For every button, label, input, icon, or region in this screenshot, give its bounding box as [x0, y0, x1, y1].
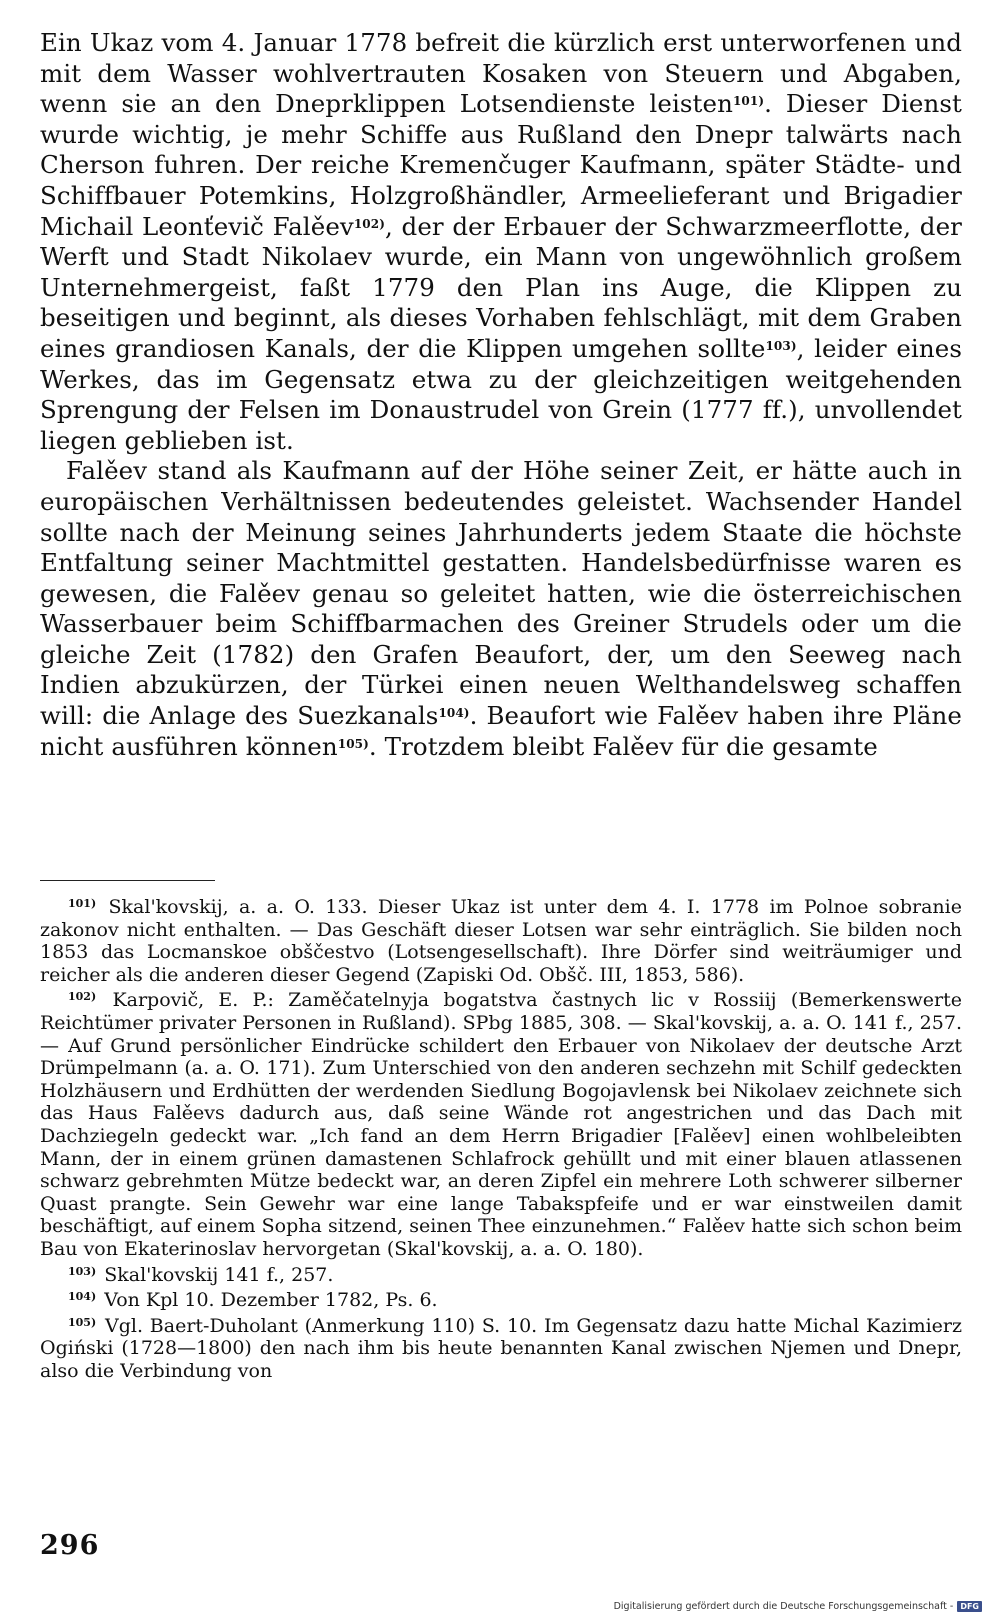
main-text	[40, 28, 962, 762]
digitization-footer	[614, 1601, 982, 1612]
page-number: 296	[40, 1530, 100, 1561]
paragraph-2: Falěev stand als Kaufmann auf der Höhe seiner Zeit, er hätte auch in europäischen Verhältnissen bedeutendes geleistet. Wachsender Handel sollte nach der Meinung seines Jahrhunderts jedem Staate die höchste Entfaltung seiner Machtmittel gestatten. Handelsbedürfnisse waren es gewesen, die Falěev genau so geleitet hatten, wie die österreichischen Wasserbauer beim Schiffbarmachen des Greiner Strudels oder um die gleiche Zeit (1782) den Grafen Beaufort, der, um den Seeweg nach Indien abzukürzen, der Türkei einen neuen Welthandelsweg schaffen will: die Anlage des Suezkanals$^{104)}$. Beaufort wie Falěev haben ihre Pläne nicht ausführen können$^{105)}$. Trotzdem bleibt Falěev für die gesamte	[40, 456, 962, 761]
footnote-ref-102[interactable]: 102)	[353, 216, 385, 231]
footnote: $^{105)}$ Vgl. Baert-Duholant (Anmerkung 110) S. 10. Im Gegensatz dazu hatte Michal Kazimierz Ogiński (1728—1800) den nach ihm bis heute benannten Kanal zwischen Njemen und Dnepr, also die Verbindung von	[40, 1314, 962, 1382]
paragraph-1: Ein Ukaz vom 4. Januar 1778 befreit die kürzlich erst unterworfenen und mit dem Wasser wohlvertrauten Kosaken von Steuern und Abgaben, wenn sie an den Dneprklippen Lotsendienste leisten$^{101)}$. Dieser Dienst wurde wichtig, je mehr Schiffe aus Rußland den Dnepr talwärts nach Cherson fuhren. Der reiche Kremenčuger Kaufmann, später Städte- und Schiffbauer Potemkins, Holzgroßhändler, Armeelieferant und Brigadier Michail Leonťevič Falěev$^{102)}$, der der Erbauer der Schwarzmeerflotte, der Werft und Stadt Nikolaev wurde, ein Mann von ungewöhnlich großem Unternehmergeist, faßt 1779 den Plan ins Auge, die Klippen zu beseitigen und beginnt, als dieses Vorhaben fehlschlägt, mit dem Graben eines grandiosen Kanals, der die Klippen umgehen sollte$^{103)}$, leider eines Werkes, das im Gegensatz etwa zu der gleichzeitigen weitgehenden Sprengung der Felsen im Donaustrudel von Grein (1777 ff.), unvollendet liegen geblieben ist.	[40, 28, 962, 455]
footnote-divider	[40, 880, 215, 881]
footnotes	[40, 893, 962, 1382]
footnote-ref-105[interactable]: 105)	[337, 736, 369, 751]
footnote-ref-103[interactable]: 103)	[765, 338, 797, 353]
footnote-ref-104[interactable]: 104)	[438, 706, 470, 721]
footnote: $^{104)}$ Von Kpl 10. Dezember 1782, Ps. 6.	[68, 1289, 438, 1312]
footnote-ref-101[interactable]: 101)	[732, 94, 765, 109]
footer-text: Digitalisierung gefördert durch die Deutsche Forschungsgemeinschaft -	[613, 1601, 954, 1612]
footnote: $^{102)}$ Karpovič, E. P.: Zaměčatelnyja bogatstva častnych lic v Rossiij (Bemerkenswerte Reichtümer privater Personen in Rußland). SPbg 1885, 308. — Skal'kovskij, a. a. O. 141 f., 257. — Auf Grund persönlicher Eindrücke schildert den Erbauer von Nikolaev der deutsche Arzt Drümpelmann (a. a. O. 171). Zum Unterschied von den anderen sechzehn mit Schilf gedeckten Holzhäusern und Erdhütten der werdenden Siedlung Bogojavlensk bei Nikolaev zeichnete sich das Haus Falěevs dadurch aus, daß seine Wände rot angestrichen und das Dach mit Dachziegeln gedeckt war. „Ich fand an dem Herrn Brigadier [Falěev] einen wohlbeleibten Mann, der in einem grünen damastenen Schlafrock gehüllt und mit einer blauen atlassenen schwarz gebrehmten Mütze bedeckt war, an deren Zipfel ein mehrere Loth schwerer silberner Quast prangte. Sein Gewehr war eine lange Tabakspfeife und er war einstweilen damit beschäftigt, auf einem Sopha sitzend, seinen Thee einzunehmen.“ Falěev hatte sich schon beim Bau von Ekaterinoslav hervorgetan (Skal'kovskij, a. a. O. 180).	[40, 989, 962, 1260]
dfg-logo-icon[interactable]: DFG	[957, 1601, 982, 1612]
footnote: $^{103)}$ Skal'kovskij 141 f., 257.	[68, 1263, 334, 1286]
footnote: $^{101)}$ Skal'kovskij, a. a. O. 133. Dieser Ukaz ist unter dem 4. I. 1778 im Polnoe sobranie zakonov nicht enthalten. — Das Geschäft dieser Lotsen war sehr einträglich. Sie bilden noch 1853 das Locmanskoe obščestvo (Lotsengesellschaft). Ihre Dörfer sind weiträumiger und reicher als die anderen dieser Gegend (Zapiski Od. Obšč. III, 1853, 586).	[40, 896, 962, 986]
